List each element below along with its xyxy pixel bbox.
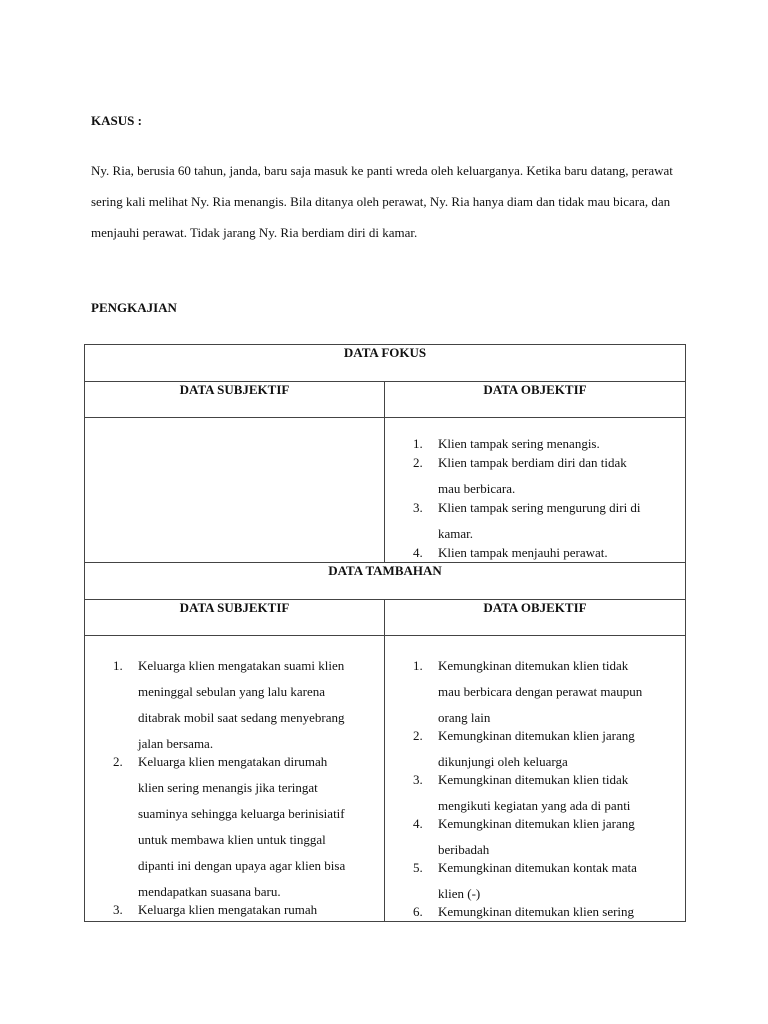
item-line: klien sering menangis jika teringat bbox=[138, 780, 318, 795]
item-line: beribadah bbox=[438, 842, 490, 857]
kasus-heading: KASUS : bbox=[91, 113, 142, 128]
list-item bbox=[85, 749, 384, 905]
list-item bbox=[85, 897, 384, 921]
fokus-objektif-list bbox=[385, 418, 685, 562]
tambahan-objektif-list bbox=[385, 636, 685, 921]
item-line: Kemungkinan ditemukan klien jarang bbox=[438, 816, 635, 831]
item-line: Keluarga klien mengatakan rumah bbox=[138, 902, 318, 917]
fokus-objektif-header: DATA OBJEKTIF bbox=[385, 382, 686, 418]
item-number: 4. bbox=[413, 816, 423, 831]
item-line: meninggal sebulan yang lalu karena bbox=[138, 684, 325, 699]
item-line: dipanti ini dengan upaya agar klien bisa bbox=[138, 858, 346, 873]
item-number: 6. bbox=[413, 904, 423, 919]
item-line: mendapatkan suasana baru. bbox=[138, 884, 281, 899]
item-number: 4. bbox=[413, 545, 423, 560]
list-item bbox=[385, 899, 685, 921]
item-number: 5. bbox=[413, 860, 423, 875]
pengkajian-heading: PENGKAJIAN bbox=[91, 300, 177, 315]
data-tambahan-body-row bbox=[85, 636, 686, 922]
tambahan-objektif-cell bbox=[385, 636, 686, 922]
item-number: 2. bbox=[413, 455, 423, 470]
list-item bbox=[385, 653, 685, 731]
tambahan-subjektif-list bbox=[85, 636, 384, 921]
item-line: Kemungkinan ditemukan klien tidak bbox=[438, 772, 629, 787]
item-line: orang lain bbox=[438, 710, 491, 725]
item-line: suaminya sehingga keluarga berinisiatif bbox=[138, 806, 345, 821]
data-tambahan-title: DATA TAMBAHAN bbox=[85, 563, 686, 600]
list-item bbox=[385, 453, 685, 498]
fokus-subjektif-header: DATA SUBJEKTIF bbox=[85, 382, 385, 418]
fokus-objektif-cell bbox=[385, 418, 686, 563]
item-line: Kemungkinan ditemukan klien jarang bbox=[438, 728, 635, 743]
item-line: Keluarga klien mengatakan suami klien bbox=[138, 658, 345, 673]
list-item bbox=[385, 434, 685, 453]
list-item bbox=[85, 653, 384, 757]
item-text-continued: kamar. bbox=[438, 526, 474, 541]
data-tambahan-header-row bbox=[85, 600, 686, 636]
item-line: Kemungkinan ditemukan klien sering bbox=[438, 904, 635, 919]
item-line: jalan bersama. bbox=[138, 736, 214, 751]
item-text: Klien tampak sering mengurung diri di bbox=[438, 500, 641, 515]
item-number: 1. bbox=[113, 658, 123, 673]
assessment-table bbox=[84, 344, 686, 922]
item-number: 3. bbox=[113, 902, 123, 917]
item-line: mengikuti kegiatan yang ada di panti bbox=[438, 798, 631, 813]
list-item bbox=[385, 498, 685, 543]
item-line: untuk membawa klien untuk tinggal bbox=[138, 832, 326, 847]
item-line: Kemungkinan ditemukan klien tidak bbox=[438, 658, 629, 673]
data-fokus-body-row bbox=[85, 418, 686, 563]
item-line: dikunjungi oleh keluarga bbox=[438, 754, 568, 769]
item-line: mau berbicara dengan perawat maupun bbox=[438, 684, 643, 699]
item-number: 2. bbox=[413, 728, 423, 743]
data-tambahan-row bbox=[85, 563, 686, 600]
item-text: Klien tampak menjauhi perawat. bbox=[438, 545, 608, 560]
data-fokus-title: DATA FOKUS bbox=[85, 345, 686, 382]
item-number: 3. bbox=[413, 500, 423, 515]
item-line: Keluarga klien mengatakan dirumah bbox=[138, 754, 328, 769]
item-number: 1. bbox=[413, 658, 423, 673]
data-fokus-row bbox=[85, 345, 686, 382]
tambahan-subjektif-cell bbox=[85, 636, 385, 922]
item-line: Kemungkinan ditemukan kontak mata bbox=[438, 860, 637, 875]
data-fokus-header-row bbox=[85, 382, 686, 418]
item-line: klien (-) bbox=[438, 886, 481, 901]
tambahan-objektif-header: DATA OBJEKTIF bbox=[385, 600, 686, 636]
item-text: Klien tampak berdiam diri dan tidak bbox=[438, 455, 627, 470]
item-line: ditabrak mobil saat sedang menyebrang bbox=[138, 710, 345, 725]
case-description: Ny. Ria, berusia 60 tahun, janda, baru saja masuk ke panti wreda oleh keluarganya. Ketika baru datang, perawat sering kali melihat Ny. Ria menangis. Bila ditanya oleh perawat, Ny. Ria hanya diam dan tidak mau bicara, dan menjauhi perawat. Tidak jarang Ny. Ria berdiam diri di kamar. bbox=[91, 163, 673, 240]
item-number: 2. bbox=[113, 754, 123, 769]
item-text: Klien tampak sering menangis. bbox=[438, 436, 600, 451]
list-item bbox=[385, 543, 685, 562]
fokus-subjektif-cell bbox=[85, 418, 385, 563]
item-number: 1. bbox=[413, 436, 423, 451]
item-text-continued: mau berbicara. bbox=[438, 481, 516, 496]
tambahan-subjektif-header: DATA SUBJEKTIF bbox=[85, 600, 385, 636]
item-number: 3. bbox=[413, 772, 423, 787]
